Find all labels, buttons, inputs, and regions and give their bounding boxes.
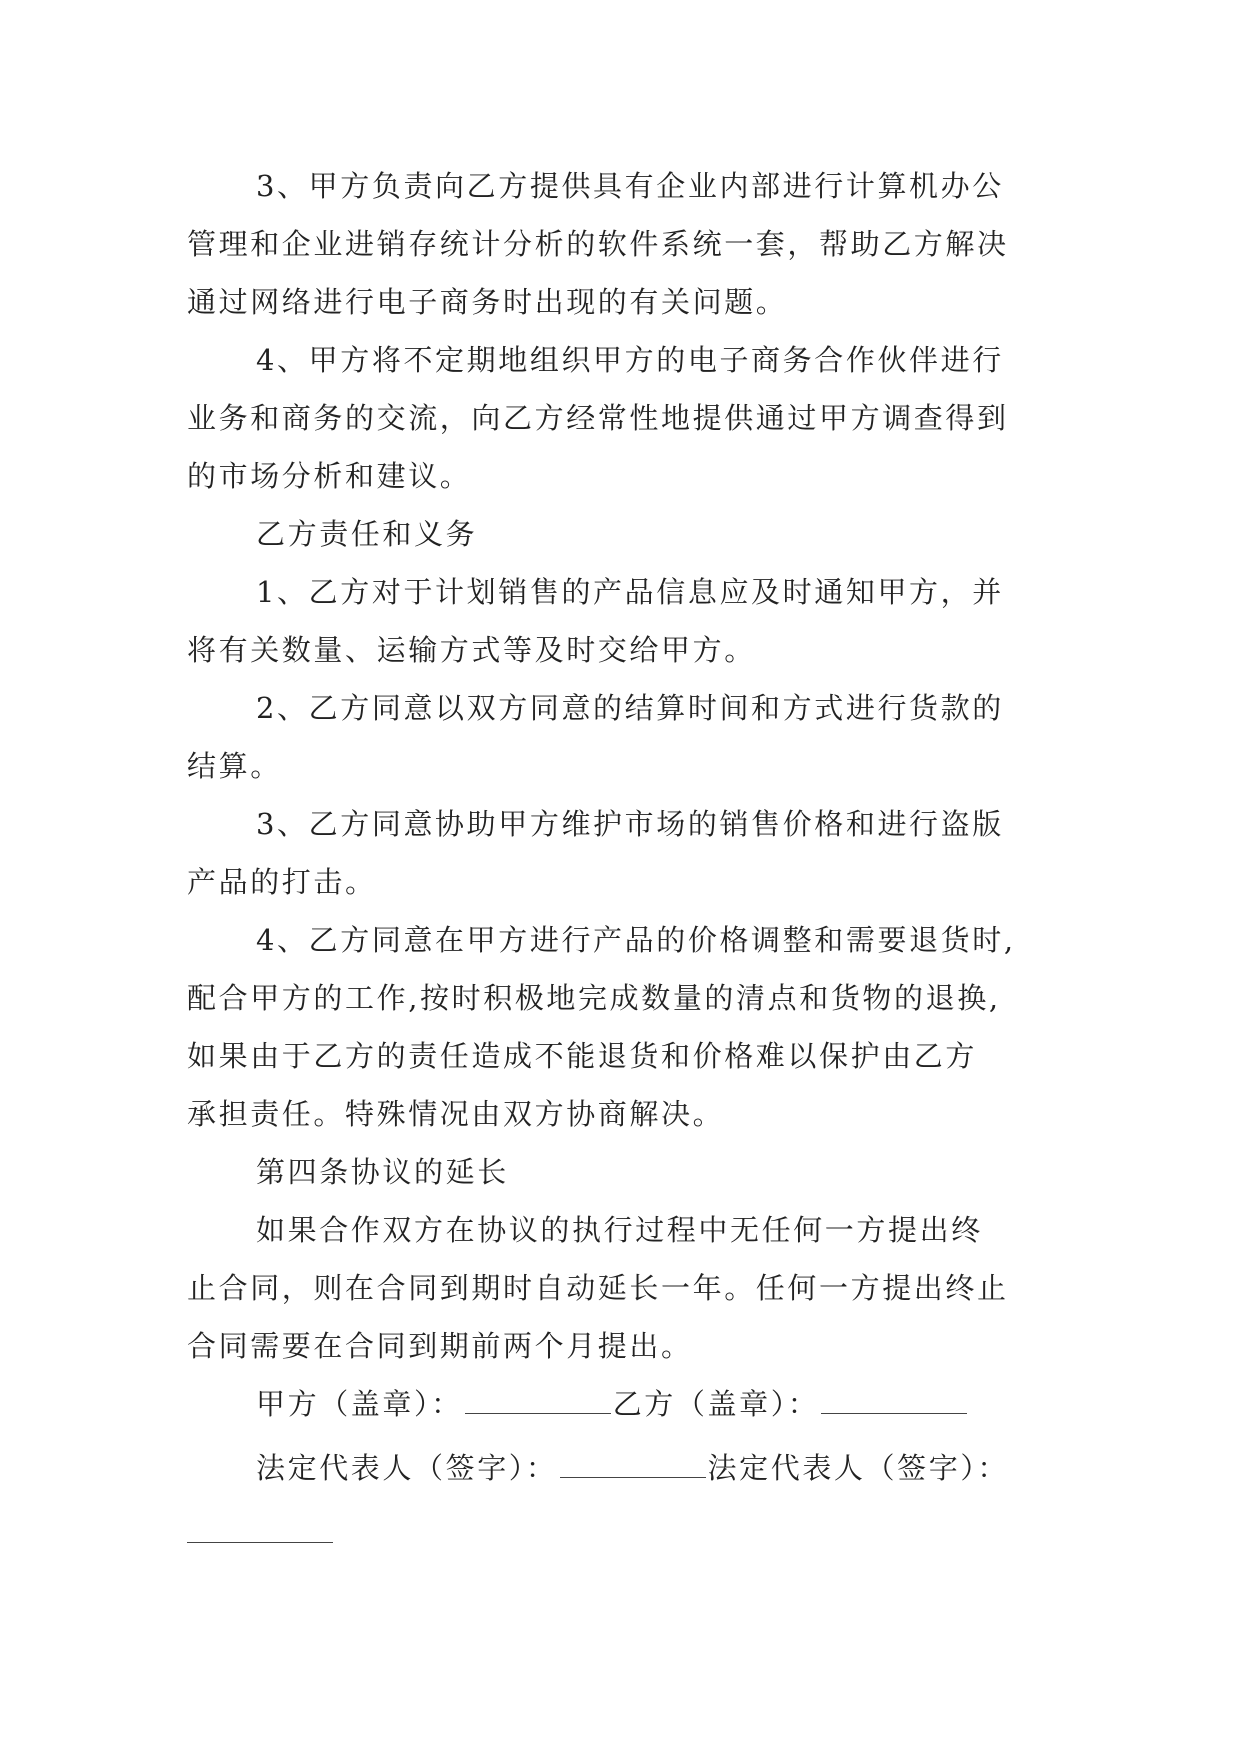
paragraph-line: 产品的打击。 [187, 865, 377, 899]
paragraph-line: 通过网络进行电子商务时出现的有关问题。 [187, 285, 788, 319]
paragraph-line: 结算。 [187, 749, 282, 783]
paragraph-line: 2、乙方同意以双方同意的结算时间和方式进行货款的 [256, 691, 1004, 725]
paragraph-line: 的市场分析和建议。 [187, 459, 472, 493]
paragraph-line: 4、甲方将不定期地组织甲方的电子商务合作伙伴进行 [256, 343, 1004, 377]
party-b-rep-blank [187, 1542, 333, 1543]
paragraph-line: 承担责任。特殊情况由双方协商解决。 [187, 1097, 725, 1131]
paragraph-line: 3、甲方负责向乙方提供具有企业内部进行计算机办公 [256, 169, 1004, 203]
signature-line [256, 1448, 1136, 1488]
party-b-seal-label: 乙方（盖章）： [612, 1387, 820, 1421]
section-heading: 第四条协议的延长 [256, 1155, 509, 1189]
paragraph-line: 将有关数量、运输方式等及时交给甲方。 [187, 633, 756, 667]
paragraph-line: 如果合作双方在协议的执行过程中无任何一方提出终 [256, 1213, 983, 1247]
party-a-rep-blank [560, 1451, 706, 1478]
party-a-seal-blank [465, 1387, 611, 1414]
paragraph-line: 合同需要在合同到期前两个月提出。 [187, 1329, 693, 1363]
paragraph-line: 4、乙方同意在甲方进行产品的价格调整和需要退货时, [256, 923, 1016, 957]
party-b-rep-label: 法定代表人（签字）： [707, 1451, 1010, 1485]
paragraph-line: 配合甲方的工作,按时积极地完成数量的清点和货物的退换, [187, 981, 1001, 1015]
seal-line [256, 1384, 1136, 1424]
paragraph-line: 1、乙方对于计划销售的产品信息应及时通知甲方，并 [256, 575, 1004, 609]
section-heading: 乙方责任和义务 [256, 517, 478, 551]
paragraph-line: 3、乙方同意协助甲方维护市场的销售价格和进行盗版 [256, 807, 1004, 841]
party-a-rep-label: 法定代表人（签字）： [256, 1451, 558, 1485]
party-a-seal-label: 甲方（盖章）： [256, 1387, 463, 1421]
paragraph-line: 管理和企业进销存统计分析的软件系统一套，帮助乙方解决 [187, 227, 1009, 261]
party-b-seal-blank [821, 1387, 967, 1414]
paragraph-line: 如果由于乙方的责任造成不能退货和价格难以保护由乙方 [187, 1039, 978, 1073]
paragraph-line: 业务和商务的交流，向乙方经常性地提供通过甲方调查得到 [187, 401, 1009, 435]
paragraph-line: 止合同，则在合同到期时自动延长一年。任何一方提出终止 [187, 1271, 1009, 1305]
